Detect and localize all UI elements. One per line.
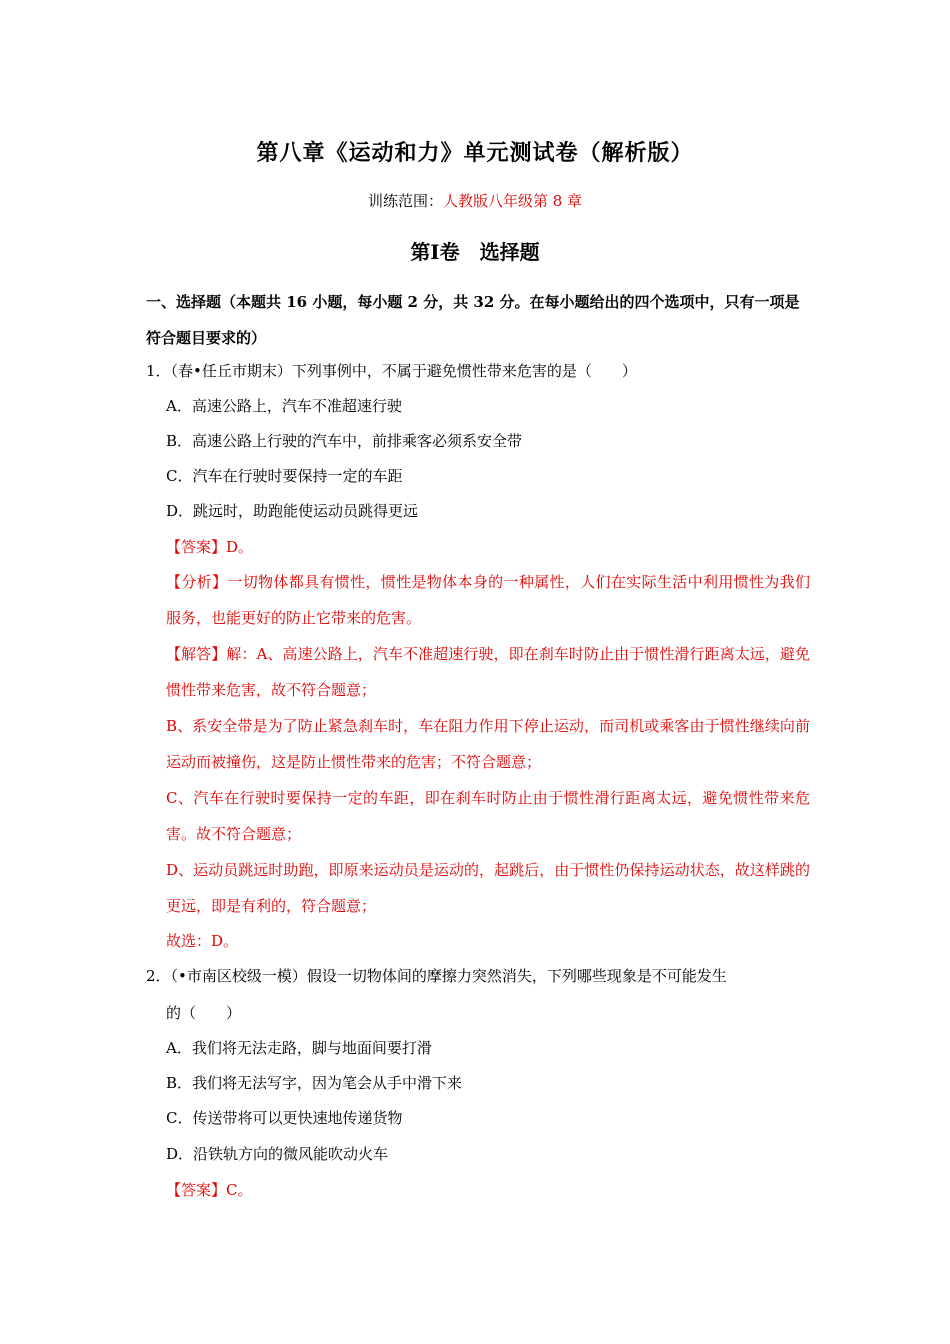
q2-stem-continued: 的（ ） xyxy=(166,1004,242,1022)
q1-answer: 【答案】D。 xyxy=(166,538,254,556)
q1-analysis: 【分析】一切物体都具有惯性，惯性是物体本身的一种属性，人们在实际生活中利用惯性为我们服务，也能更好的防止它带来的危害。 xyxy=(166,573,810,627)
q1-option-d: D．跳远时，助跑能使运动员跳得更远 xyxy=(166,502,419,520)
q1-solution-a: 【解答】解：A、高速公路上，汽车不准超速行驶，即在刹车时防止由于惯性滑行距离太远，避免惯性带来危害，故不符合题意； xyxy=(166,645,810,699)
q1-solution-c: C、汽车在行驶时要保持一定的车距，即在刹车时防止由于惯性滑行距离太远，避免惯性带来危害。故不符合题意； xyxy=(166,789,810,843)
q1-solution-b: B、系安全带是为了防止紧急刹车时，车在阻力作用下停止运动，而司机或乘客由于惯性继续向前运动而被撞伤，这是防止惯性带来的危害；不符合题意； xyxy=(166,717,810,771)
q2-answer: 【答案】C。 xyxy=(166,1181,253,1199)
scope-value: 人教版八年级第 8 章 xyxy=(442,192,583,210)
q1-stem: 1．（春•任丘市期末）下列事例中，不属于避免惯性带来危害的是（ ） xyxy=(146,362,637,380)
volume-title: 第Ⅰ卷 选择题 xyxy=(410,240,540,264)
q1-option-c: C．汽车在行驶时要保持一定的车距 xyxy=(166,467,403,485)
q2-option-a: A．我们将无法走路，脚与地面间要打滑 xyxy=(166,1039,432,1057)
q2-option-d: D．沿铁轨方向的微风能吹动火车 xyxy=(166,1145,389,1163)
q2-option-b: B．我们将无法写字，因为笔会从手中滑下来 xyxy=(166,1074,463,1092)
q1-option-b: B．高速公路上行驶的汽车中，前排乘客必须系安全带 xyxy=(166,432,523,450)
section-heading: 一、选择题（本题共 16 小题，每小题 2 分，共 32 分。在每小题给出的四个选项中，只有一项是符合题目要求的） xyxy=(146,293,800,347)
q2-option-c: C．传送带将可以更快速地传递货物 xyxy=(166,1109,403,1127)
q2-stem: 2．（•市南区校级一模）假设一切物体间的摩擦力突然消失，下列哪些现象是不可能发生 xyxy=(146,967,727,985)
scope-label: 训练范围： xyxy=(367,192,443,210)
q1-choose: 故选：D。 xyxy=(166,932,239,950)
q1-solution-d: D、运动员跳远时助跑，即原来运动员是运动的，起跳后，由于惯性仍保持运动状态，故这样跳的更远，即是有利的，符合题意； xyxy=(166,861,810,915)
document-title: 第八章《运动和力》单元测试卷（解析版） xyxy=(256,140,694,166)
q1-option-a: A．高速公路上，汽车不准超速行驶 xyxy=(166,397,402,415)
training-scope xyxy=(0,190,950,211)
